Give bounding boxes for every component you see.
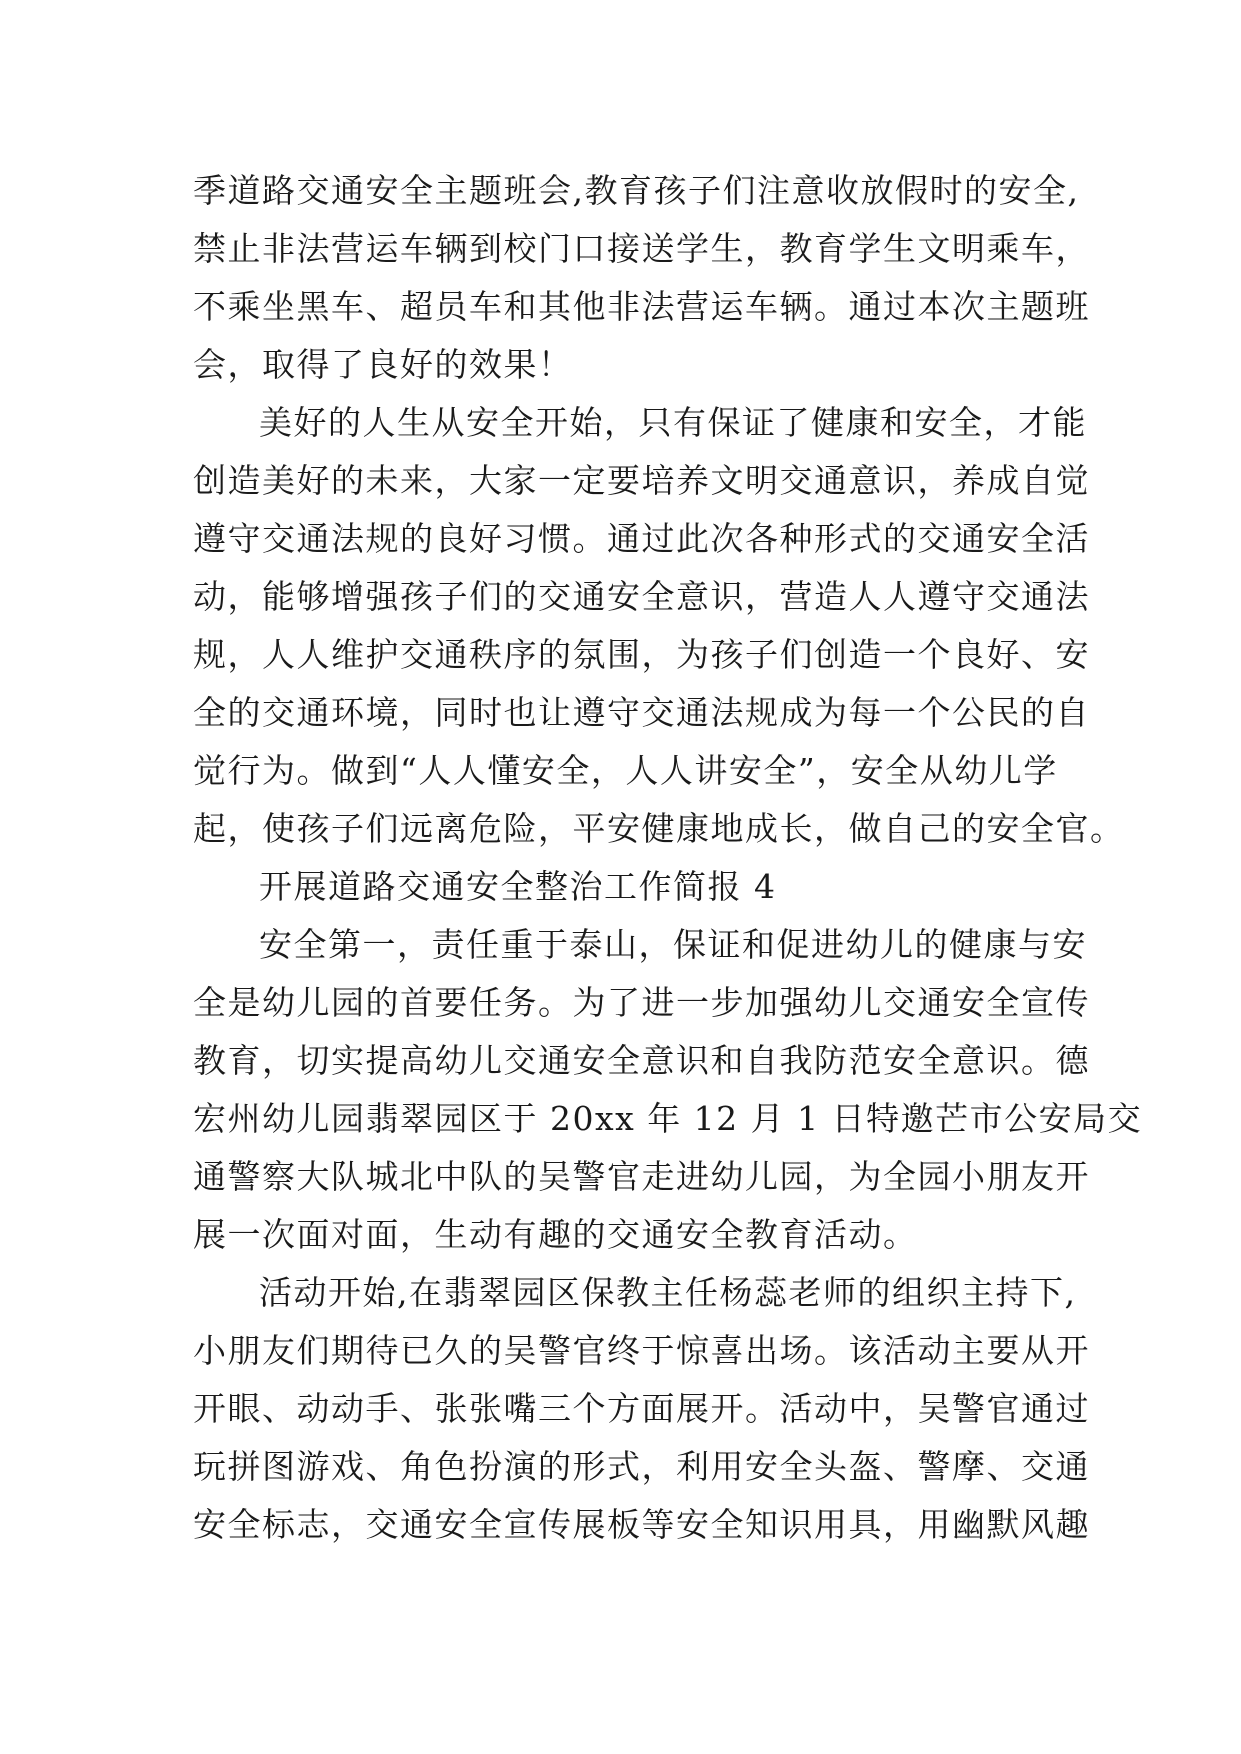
text-line: 动，能够增强孩子们的交通安全意识，营造人人遵守交通法 [193,577,1090,616]
text-line: 通警察大队城北中队的吴警官走进幼儿园，为全园小朋友开 [193,1157,1090,1196]
text-line: 季道路交通安全主题班会,教育孩子们注意收放假时的安全, [193,171,1080,210]
paragraph-4 [193,1264,1090,1554]
text-line: 不乘坐黑车、超员车和其他非法营运车辆。通过本次主题班 [193,287,1090,326]
text-line: 规，人人维护交通秩序的氛围，为孩子们创造一个良好、安 [193,635,1090,674]
text-line: 会，取得了良好的效果！ [193,345,573,384]
text-line: 展一次面对面，生动有趣的交通安全教育活动。 [193,1215,918,1254]
section-heading [193,858,1048,916]
text-line: 全的交通环境，同时也让遵守交通法规成为每一个公民的自 [193,693,1090,732]
text-line: 教育，切实提高幼儿交通安全意识和自我防范安全意识。德 [193,1041,1090,1080]
text-line: 创造美好的未来，大家一定要培养文明交通意识，养成自觉 [193,461,1090,500]
text-line: 觉行为。做到“人人懂安全，人人讲安全”，安全从幼儿学 [193,751,1058,790]
paragraph-1 [193,162,1090,394]
text-line: 安全标志，交通安全宣传展板等安全知识用具，用幽默风趣 [193,1505,1090,1544]
text-line: 开眼、动动手、张张嘴三个方面展开。活动中，吴警官通过 [193,1389,1090,1428]
text-line: 禁止非法营运车辆到校门口接送学生，教育学生文明乘车， [193,229,1090,268]
text-line: 美好的人生从安全开始，只有保证了健康和安全，才能 [259,403,1087,442]
text-line: 小朋友们期待已久的吴警官终于惊喜出场。该活动主要从开 [193,1331,1090,1370]
text-line: 全是幼儿园的首要任务。为了进一步加强幼儿交通安全宣传 [193,983,1090,1022]
document-page [193,162,1143,1554]
text-line: 活动开始,在翡翠园区保教主任杨蕊老师的组织主持下, [259,1273,1077,1312]
paragraph-2 [193,394,1125,858]
text-line: 起，使孩子们远离危险，平安健康地成长，做自己的安全官。 [193,809,1125,848]
text-line: 安全第一，责任重于泰山，保证和促进幼儿的健康与安 [259,925,1087,964]
paragraph-3 [193,916,1143,1264]
text-line: 玩拼图游戏、角色扮演的形式，利用安全头盔、警摩、交通 [193,1447,1090,1486]
text-line: 宏州幼儿园翡翠园区于 20xx 年 12 月 1 日特邀芒市公安局交 [193,1099,1143,1138]
text-line: 遵守交通法规的良好习惯。通过此次各种形式的交通安全活 [193,519,1090,558]
heading-line: 开展道路交通安全整治工作简报 4 [259,867,777,906]
